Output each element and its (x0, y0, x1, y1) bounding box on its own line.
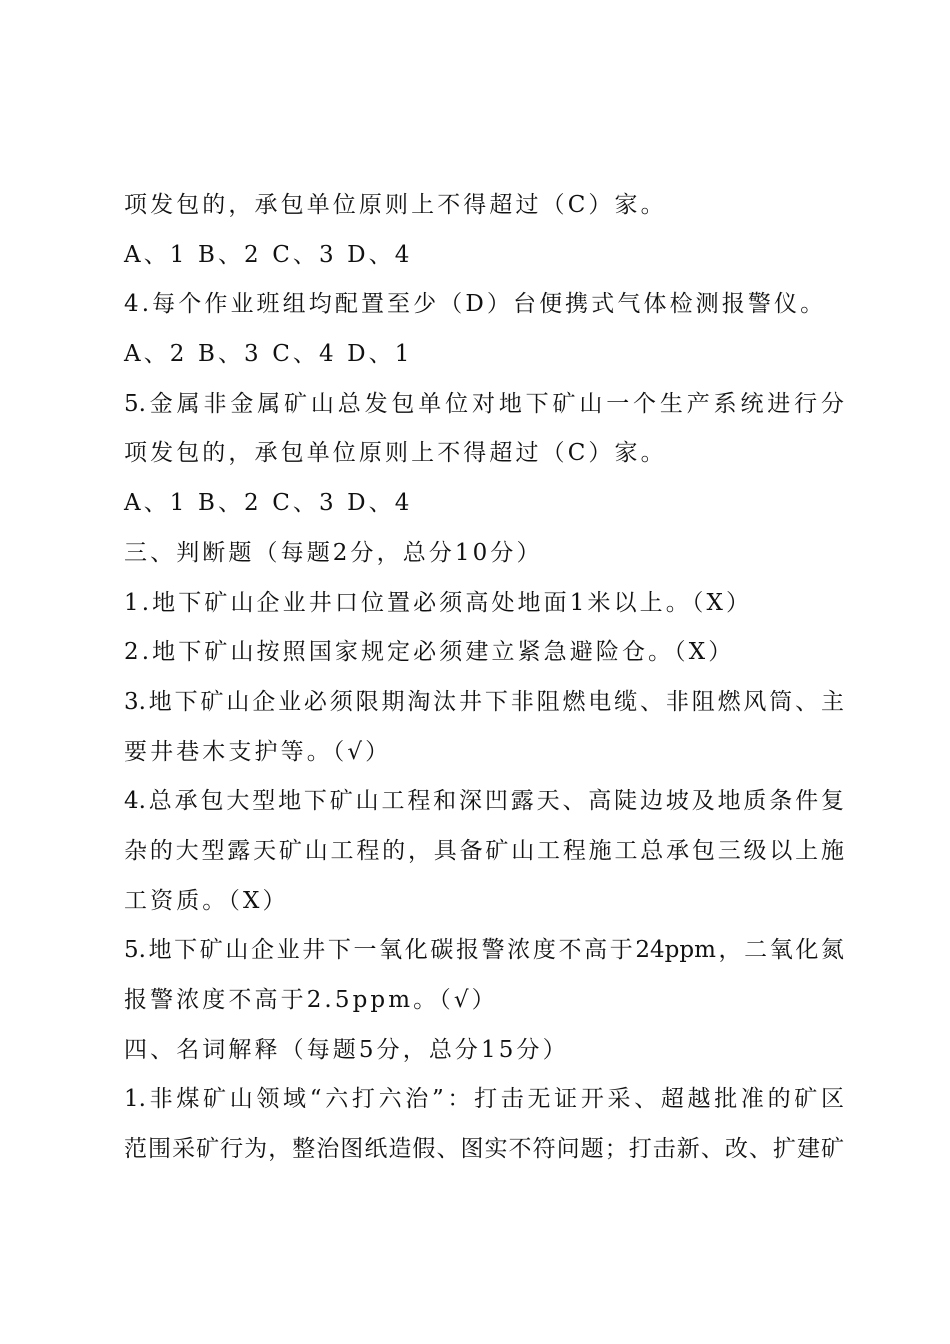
question-4-line: 4.每个作业班组均配置至少（D）台便携式气体检测报警仪。 (124, 291, 827, 318)
answer-options-line: A、1 B、2 C、3 D、4 (124, 241, 413, 268)
document-body (124, 181, 844, 1175)
text-line: 要井巷木支护等。（√） (124, 738, 392, 765)
question-5-line: 5.金属非金属矿山总发包单位对地下矿山一个生产系统进行分 (124, 390, 844, 417)
section-heading-judgment: 三、判断题（每题2分，总分10分） (124, 539, 543, 566)
term-definition-1: 1.非煤矿山领域“六打六治”：打击无证开采、超越批准的矿区 (124, 1086, 844, 1113)
text-line: 报警浓度不高于2.5ppm。（√） (124, 987, 498, 1013)
section-heading-terms: 四、名词解释（每题5分，总分15分） (124, 1036, 569, 1063)
answer-options-line: A、1 B、2 C、3 D、4 (124, 490, 413, 517)
judgment-question-1: 1.地下矿山企业井口位置必须高处地面1米以上。（X） (124, 589, 753, 616)
answer-options-line: A、2 B、3 C、4 D、1 (124, 341, 413, 368)
text-line: 范围采矿行为，整治图纸造假、图实不符问题；打击新、改、扩建矿 (124, 1136, 844, 1163)
judgment-question-5: 5.地下矿山企业井下一氧化碳报警浓度不高于24ppm，二氧化氮 (124, 937, 844, 964)
judgment-question-2: 2.地下矿山按照国家规定必须建立紧急避险仓。（X） (124, 639, 735, 666)
text-line: 杂的大型露天矿山工程的，具备矿山工程施工总承包三级以上施 (124, 837, 844, 864)
judgment-question-4: 4.总承包大型地下矿山工程和深凹露天、高陡边坡及地质条件复 (124, 788, 844, 815)
text-line: 项发包的，承包单位原则上不得超过（C）家。 (124, 192, 667, 218)
text-line: 工资质。（X） (124, 887, 289, 914)
text-line: 项发包的，承包单位原则上不得超过（C）家。 (124, 440, 667, 467)
judgment-question-3: 3.地下矿山企业必须限期淘汰井下非阻燃电缆、非阻燃风筒、主 (124, 688, 844, 715)
